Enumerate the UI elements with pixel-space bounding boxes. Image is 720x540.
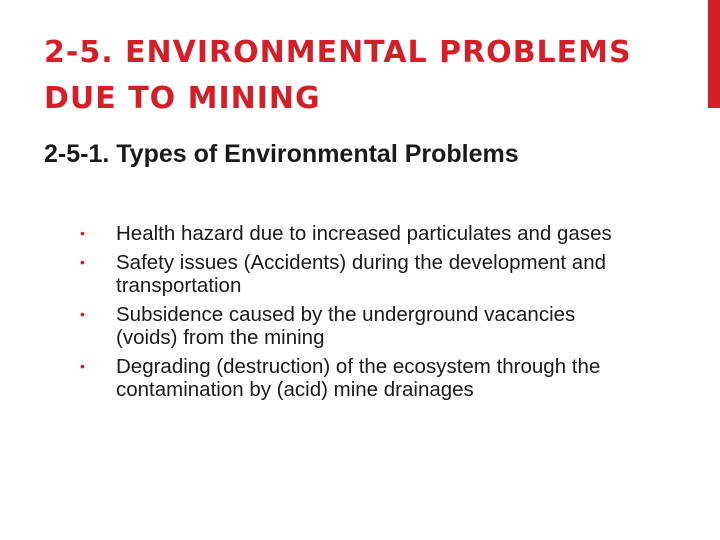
bullet-item-safety-issues xyxy=(80,251,640,297)
bullet-text: Subsidence caused by the underground vacancies (voids) from the mining xyxy=(116,303,576,349)
bullet-text: Degrading (destruction) of the ecosystem through the contamination by (acid) mine drainages xyxy=(116,355,601,401)
accent-bar xyxy=(708,0,720,108)
bullet-item-subsidence xyxy=(80,303,640,349)
bullet-item-health-hazard xyxy=(80,222,640,245)
bullet-text: Safety issues (Accidents) during the development and transportation xyxy=(116,251,606,297)
bullet-icon: • xyxy=(80,306,85,322)
slide-subtitle: 2-5-1. Types of Environmental Problems xyxy=(44,140,519,168)
bullet-list xyxy=(80,222,640,407)
bullet-text: Health hazard due to increased particulates and gases xyxy=(116,222,612,245)
bullet-icon: • xyxy=(80,358,85,374)
bullet-icon: • xyxy=(80,225,85,241)
bullet-icon: • xyxy=(80,254,85,270)
bullet-item-ecosystem xyxy=(80,355,640,401)
slide-title: 2-5. ENVIRONMENTAL PROBLEMS DUE TO MINING xyxy=(44,35,632,116)
